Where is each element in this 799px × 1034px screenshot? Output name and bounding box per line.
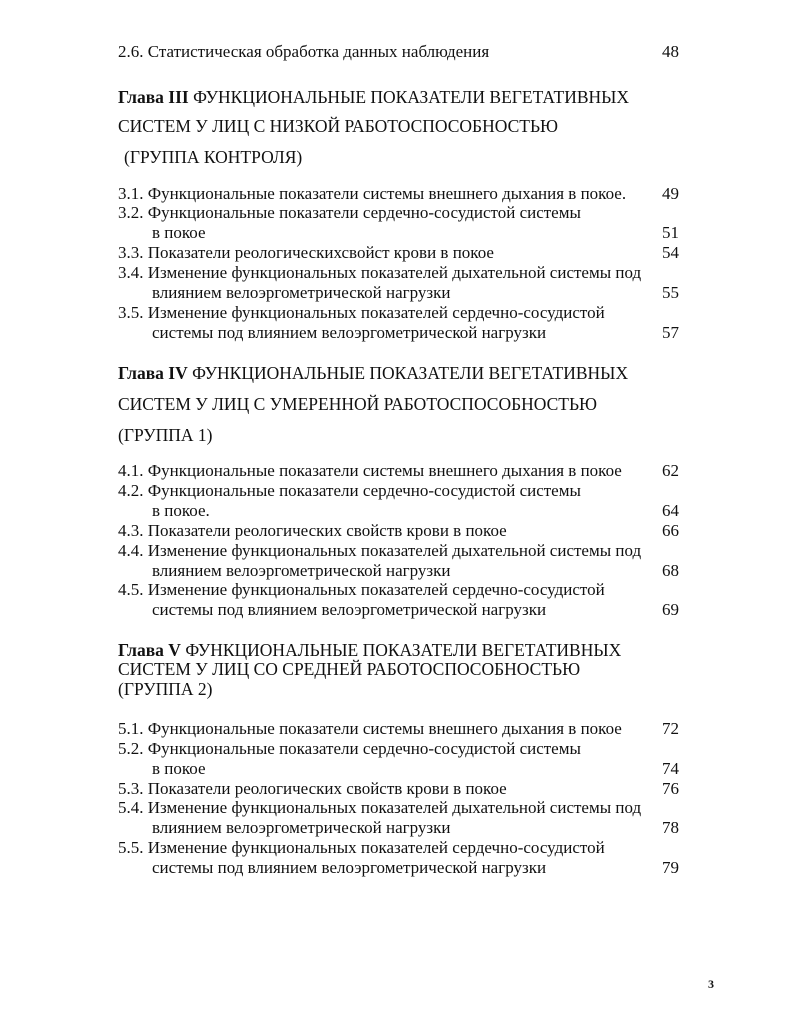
chapter-title: ФУНКЦИОНАЛЬНЫЕ ПОКАЗАТЕЛИ ВЕГЕТАТИВНЫХ: [192, 363, 629, 383]
entry-page: 78: [662, 818, 679, 837]
toc-entry-cont: [152, 599, 679, 621]
entry-text: 5.1. Функциональные показатели системы внешнего дыхания в покое: [118, 719, 622, 738]
entry-text: системы под влиянием велоэргометрической нагрузки: [152, 323, 547, 342]
toc-entry: [118, 460, 679, 482]
toc-entry: [118, 480, 679, 502]
entry-text: 4.2. Функциональные показатели сердечно-сосудистой системы: [118, 481, 581, 500]
entry-text: влиянием велоэргометрической нагрузки: [152, 818, 451, 837]
chapter-title: ФУНКЦИОНАЛЬНЫЕ ПОКАЗАТЕЛИ ВЕГЕТАТИВНЫХ: [193, 87, 630, 107]
entry-page: 54: [662, 243, 679, 262]
chapter-label: Глава III: [118, 87, 189, 107]
entry-text: в покое: [152, 759, 206, 778]
chapter-title: ФУНКЦИОНАЛЬНЫЕ ПОКАЗАТЕЛИ ВЕГЕТАТИВНЫХ: [185, 640, 622, 660]
entry-text: 3.5. Изменение функциональных показателей сердечно-сосудистой: [118, 303, 605, 322]
toc-entry: [118, 738, 679, 760]
chapter-label: Глава V: [118, 640, 181, 660]
toc-entry-2-6: [118, 41, 679, 63]
entry-page: 76: [662, 779, 679, 798]
entry-text: Статистическая обработка данных наблюдения: [147, 42, 490, 61]
entry-text: 5.2. Функциональные показатели сердечно-сосудистой системы: [118, 739, 581, 758]
entry-page: 62: [662, 461, 679, 480]
entry-page: 68: [662, 561, 679, 580]
toc-entry: [118, 837, 679, 859]
entry-text: 3.1. Функциональные показатели системы внешнего дыхания в покое.: [118, 184, 627, 203]
entry-text: 3.4. Изменение функциональных показателей дыхательной системы под: [118, 263, 642, 282]
chapter-3-heading-line-3: (ГРУППА КОНТРОЛЯ): [124, 147, 303, 167]
toc-entry: [118, 540, 679, 562]
toc-entry-cont: [152, 817, 679, 839]
toc-entry: [118, 718, 679, 740]
toc-entry-cont: [152, 758, 679, 780]
entry-text: 4.3. Показатели реологических свойств крови в покое: [118, 521, 507, 540]
chapter-label: Глава IV: [118, 363, 188, 383]
entry-page: 48: [662, 42, 679, 61]
toc-entry: [118, 797, 679, 819]
entry-page: 69: [662, 600, 679, 619]
entry-text: 5.5. Изменение функциональных показателей сердечно-сосудистой: [118, 838, 605, 857]
entry-page: 51: [662, 223, 679, 242]
toc-entry-cont: [152, 322, 679, 344]
toc-entry: [118, 579, 679, 601]
chapter-4-heading-line-3: (ГРУППА 1): [118, 425, 213, 445]
entry-page: 66: [662, 521, 679, 540]
toc-entry: [118, 202, 679, 224]
entry-number: 2.6.: [118, 42, 144, 61]
entry-text: 4.4. Изменение функциональных показателей дыхательной системы под: [118, 541, 642, 560]
entry-text: системы под влиянием велоэргометрической нагрузки: [152, 600, 547, 619]
chapter-4-heading-line-2: СИСТЕМ У ЛИЦ С УМЕРЕННОЙ РАБОТОСПОСОБНОСТЬЮ: [118, 394, 598, 414]
entry-text: 4.5. Изменение функциональных показателей сердечно-сосудистой: [118, 580, 605, 599]
entry-page: 74: [662, 759, 679, 778]
toc-entry-cont: [152, 857, 679, 879]
entry-text: в покое.: [152, 501, 210, 520]
toc-entry-cont: [152, 282, 679, 304]
entry-text: 3.3. Показатели реологическихсвойст крови в покое: [118, 243, 494, 262]
entry-text: 5.3. Показатели реологических свойств крови в покое: [118, 779, 507, 798]
chapter-4-heading-line-1: [118, 362, 628, 384]
entry-text: в покое: [152, 223, 206, 242]
entry-page: 57: [662, 323, 679, 342]
entry-page: 72: [662, 719, 679, 738]
page-number: 3: [708, 977, 714, 991]
chapter-5-heading-line-2: СИСТЕМ У ЛИЦ СО СРЕДНЕЙ РАБОТОСПОСОБНОСТЬЮ: [118, 659, 581, 679]
entry-text: 5.4. Изменение функциональных показателей дыхательной системы под: [118, 798, 642, 817]
chapter-5-heading-line-3: (ГРУППА 2): [118, 679, 213, 699]
toc-entry: [118, 520, 679, 542]
entry-page: 49: [662, 184, 679, 203]
entry-text: влиянием велоэргометрической нагрузки: [152, 561, 451, 580]
toc-entry: [118, 262, 679, 284]
entry-page: 79: [662, 858, 679, 877]
toc-entry: [118, 302, 679, 324]
entry-page: 64: [662, 501, 679, 520]
chapter-3-heading-line-1: [118, 86, 629, 108]
toc-entry-cont: [152, 500, 679, 522]
toc-entry: [118, 242, 679, 264]
chapter-3-heading-line-2: СИСТЕМ У ЛИЦ С НИЗКОЙ РАБОТОСПОСОБНОСТЬЮ: [118, 116, 558, 136]
toc-entry-cont: [152, 222, 679, 244]
entry-text: системы под влиянием велоэргометрической нагрузки: [152, 858, 547, 877]
entry-page: 55: [662, 283, 679, 302]
entry-text: 3.2. Функциональные показатели сердечно-сосудистой системы: [118, 203, 581, 222]
entry-text: влиянием велоэргометрической нагрузки: [152, 283, 451, 302]
entry-text: 4.1. Функциональные показатели системы внешнего дыхания в покое: [118, 461, 622, 480]
